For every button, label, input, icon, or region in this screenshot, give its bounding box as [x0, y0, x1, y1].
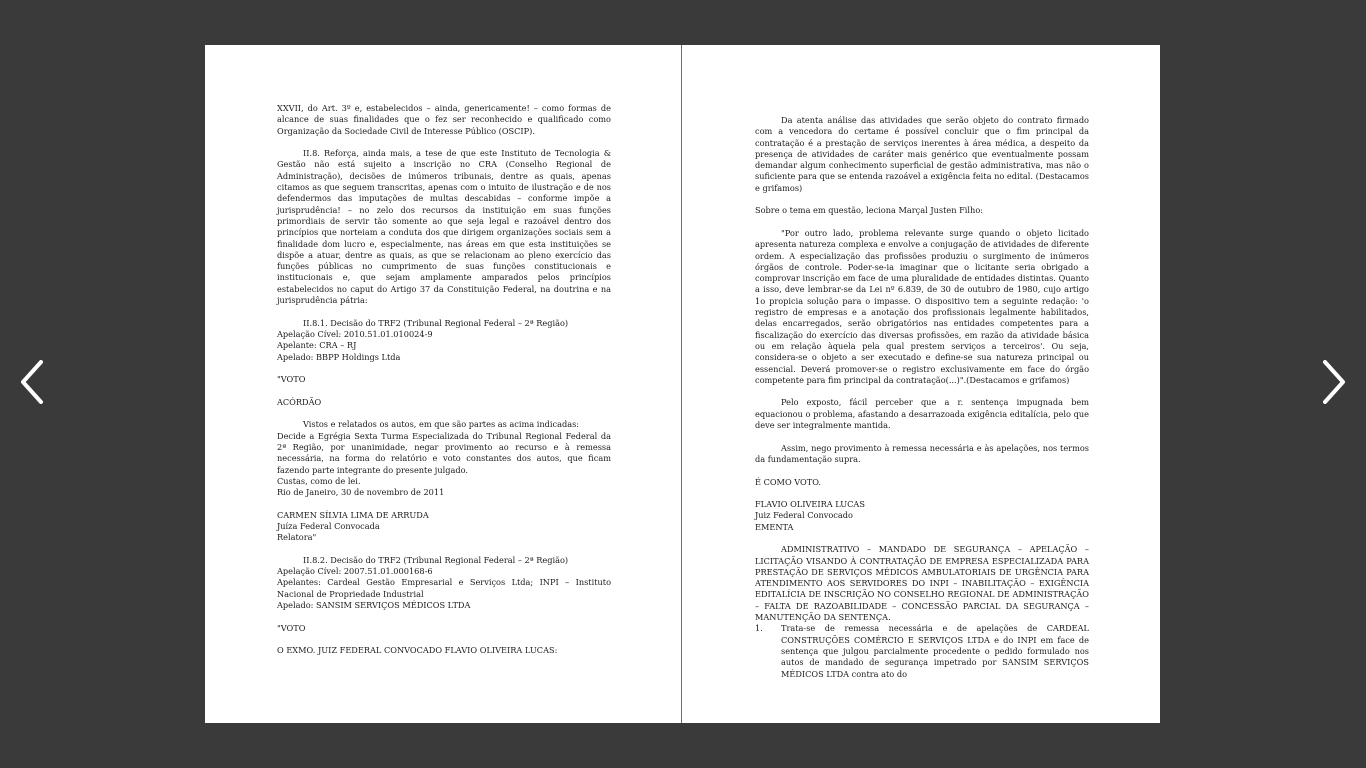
case-line: Apelante: CRA – RJ	[277, 340, 357, 351]
voto-heading: "VOTO	[277, 374, 306, 385]
chevron-right-icon	[1322, 360, 1346, 404]
acordao-heading: ACÓRDÃO	[277, 396, 322, 407]
paragraph: Decide a Egrégia Sexta Turma Especializada do Tribunal Regional Federal da 2ª Região, por unanimidade, negar provimento ao recurso e à remessa necessária, na forma do relatório e voto constantes dos autos, que ficam fazendo parte integrante do presente julgado.	[277, 430, 611, 475]
signature-role: Juiz Federal Convocado	[755, 510, 853, 521]
item-number: 1.	[755, 623, 763, 634]
ementa-text: ADMINISTRATIVO – MANDADO DE SEGURANÇA – APELAÇÃO –LICITAÇÃO VISANDO À CONTRATAÇÃO DE EMPRESA ESPECIALIZADA PARA PRESTAÇÃO DE SERVIÇOS MÉDICOS AMBULATORIAIS DE URGÊNCIA PARA ATENDIMENTO AOS SERVIDORES DO INPI – INABILITAÇÃO – EXIGÊNCIA EDITALÍCIA DE INSCRIÇÃO NO CONSELHO REGIONAL DE ADMINISTRAÇÃO – FALTA DE RAZOABILIDADE – CONCESSÃO PARCIAL DA SEGURANÇA – MANUTENÇÃO DA SENTENÇA.	[755, 544, 1089, 623]
right-page-content	[755, 115, 1089, 680]
previous-page-button[interactable]	[12, 352, 52, 412]
document-spread	[205, 45, 1160, 723]
closing-statement: É COMO VOTO.	[755, 476, 822, 487]
case-line: Apelado: SANSIM SERVIÇOS MÉDICOS LTDA	[277, 600, 471, 611]
paragraph: Custas, como de lei.	[277, 475, 361, 486]
left-page-content	[277, 103, 611, 657]
paragraph: Vistos e relatados os autos, em que são partes as acima indicadas:	[303, 419, 580, 430]
block-quote: "Por outro lado, problema relevante surge quando o objeto licitado apresenta natureza complexa e envolve a conjugação de atividades de diferente ordem. A especialização das profissões produziu o surgimento de inúmeros órgãos de controle. Poder-se-ia imaginar que o licitante seria obrigado a comprovar inscrição em face de uma pluralidade de entidades distintas. Quanto a isso, deve lembrar-se da Lei nº 6.839, de 30 de outubro de 1980, cujo artigo 1o propicia solução para o impasse. O dispositivo tem a seguinte redação: 'o registro de empresas e a anotação dos profissionais legalmente habilitados, delas encarregados, serão obrigatórios nas entidades competentes para a fiscalização do exercício das diversas profissões, em razão da atividade básica ou em relação àquela pela qual prestem serviços a terceiros'. Ou seja, considera-se o objeto a ser executado e define-se sua natureza principal ou essencial. Deverá promover-se o registro exclusivamente em face do órgão competente para fim principal da contratação(...)".(Destacamos e grifamos)	[755, 227, 1089, 385]
paragraph: Assim, nego provimento à remessa necessária e às apelações, nos termos da fundamentação supra.	[755, 442, 1089, 464]
chevron-left-icon	[20, 360, 44, 404]
case-line: Apelação Cível: 2010.51.01.010024-9	[277, 328, 433, 339]
left-page	[205, 45, 682, 723]
next-page-button[interactable]	[1314, 352, 1354, 412]
case-heading: II.8.1. Decisão do TRF2 (Tribunal Regional Federal – 2ª Região)	[303, 317, 569, 328]
right-page	[683, 45, 1160, 723]
paragraph: XXVII, do Art. 3º e, estabelecidos – ainda, genericamente! – como formas de alcance de suas finalidades que o fez ser reconhecido e qualificado como Organização da Sociedade Civil de Interesse Público (OSCIP).	[277, 103, 611, 136]
case-line: Apelação Cível: 2007.51.01.000168-6	[277, 566, 433, 577]
item-text: Trata-se de remessa necessária e de apelações de CARDEAL CONSTRUÇÕES COMÉRCIO E SERVIÇOS LTDA e do INPI em face de sentença que julgou parcialmente procedente o pedido formulado nos autos de mandado de segurança impetrado por SANSIM SERVIÇOS MÉDICOS LTDA contra ato do	[781, 623, 1089, 679]
signature-name: FLAVIO OLIVEIRA LUCAS	[755, 499, 865, 510]
signature-role: Juíza Federal Convocada	[277, 520, 380, 531]
ementa-heading: EMENTA	[755, 521, 794, 532]
signature-name: CARMEN SÍLVIA LIMA DE ARRUDA	[277, 509, 429, 520]
paragraph: Sobre o tema em questão, leciona Marçal Justen Filho:	[755, 205, 984, 216]
paragraph: Da atenta análise das atividades que serão objeto do contrato firmado com a vencedora do certame é possível concluir que o fim principal da contratação é a prestação de serviços inerentes à área médica, a despeito da presença de atividades de caráter mais genérico que eventualmente possam demandar algum conhecimento superficial de gestão administrativa, mas não o suficiente para que se entenda razoável a exigência feita no edital. (Destacamos e grifamos)	[755, 115, 1089, 193]
numbered-item	[755, 623, 1089, 679]
paragraph: Rio de Janeiro, 30 de novembro de 2011	[277, 487, 445, 498]
signature-title: Relatora"	[277, 532, 317, 543]
paragraph: O EXMO. JUIZ FEDERAL CONVOCADO FLAVIO OLIVEIRA LUCAS:	[277, 645, 558, 656]
paragraph: II.8. Reforça, ainda mais, a tese de que este Instituto de Tecnologia & Gestão não está sujeito a inscrição no CRA (Conselho Regional de Administração), decisões de inúmeros tribunais, dentre as quais, apenas citamos as que seguem transcritas, apenas com o intuito de ilustração e de nos defendermos das imputações de multas descabidas – conforme impõe a jurisprudência! – no zelo dos recursos da instituição em suas funções primordiais de servir tão somente ao que seja legal e razoável dentro dos princípios que norteiam a conduta dos que dirigem organizações sociais sem a finalidade dom lucro e, especialmente, nas áreas em que esta instituições se dispõe a atuar, dentre as quais, as que se relacionam ao pleno exercício das funções públicas no cumprimento de suas funções constitucionais e institucionais e, que sejam amplamente amparados pelos princípios estabelecidos no caput do Artigo 37 da Constituição Federal, na doutrina e na jurisprudência pátria:	[277, 148, 611, 306]
paragraph: Pelo exposto, fácil perceber que a r. sentença impugnada bem equacionou o problema, afastando a desarrazoada exigência editalícia, pelo que deve ser integralmente mantida.	[755, 397, 1089, 431]
case-line: Apelantes: Cardeal Gestão Empresarial e Serviços Ltda; INPI – Instituto Nacional de Propriedade Industrial	[277, 577, 611, 599]
case-line: Apelado: BBPP Holdings Ltda	[277, 351, 401, 362]
voto-heading: "VOTO	[277, 622, 306, 633]
case-heading: II.8.2. Decisão do TRF2 (Tribunal Regional Federal – 2ª Região)	[303, 554, 569, 565]
